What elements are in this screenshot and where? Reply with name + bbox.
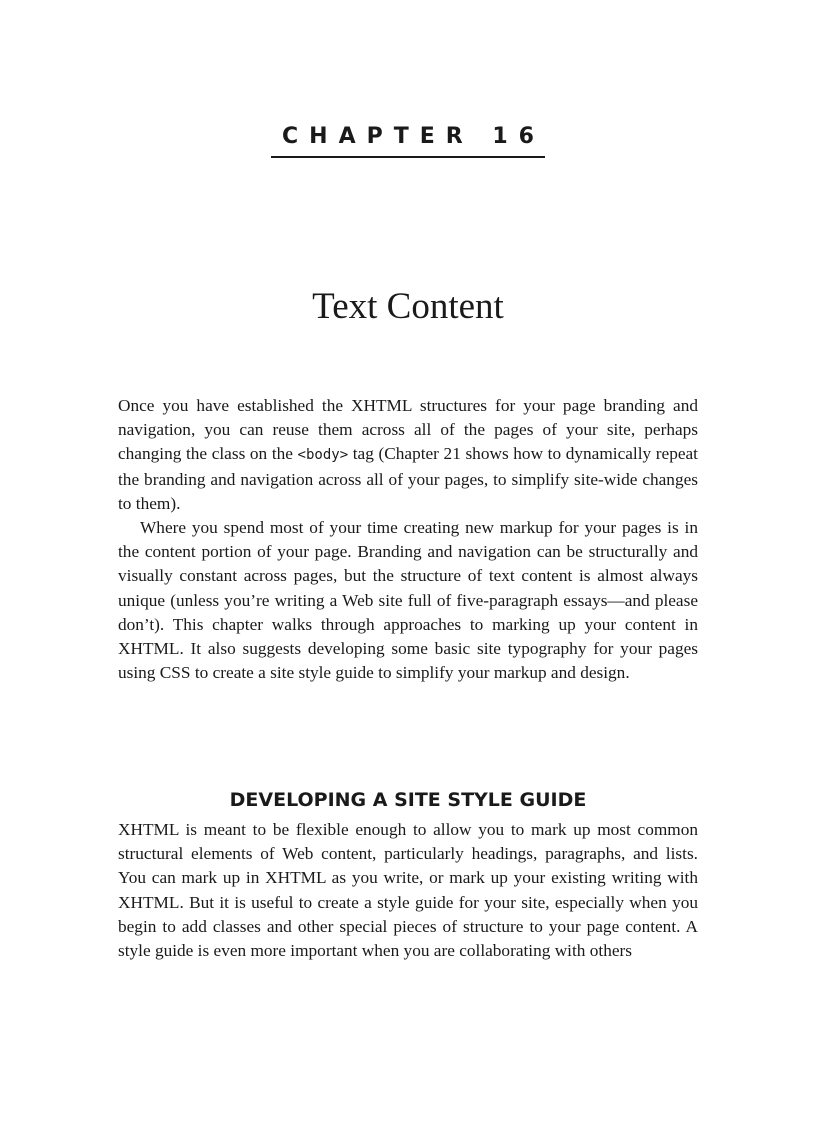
chapter-label [0, 122, 816, 158]
intro-paragraph-1-start: Once you have established the XHTML structures for your page branding and navigation, you can reuse them across all of the pages of your site, perhaps changing the class on the [118, 396, 698, 464]
section-paragraph-1: XHTML is meant to be flexible enough to allow you to mark up most common structural elements of Web content, particularly headings, paragraphs, and lists. You can mark up in XHTML as you write, or mark up your existing writing with XHTML. But it is useful to create a style guide for your site, especially when you begin to add classes and other special pieces of structure to your page content. A style guide is even more important when you are collaborating with others [118, 820, 698, 961]
chapter-title: Text Content [312, 286, 504, 327]
body-tag-code: <body> [297, 447, 349, 464]
intro-paragraph-1-end: tag (Chapter 21 shows how to dynamically repeat the branding and navigation across all of your pages, to simplify site-wide changes to them). [118, 444, 698, 513]
chapter-number-label: CHAPTER 16 [271, 122, 545, 158]
section-text [118, 818, 698, 963]
intro-paragraph-2: Where you spend most of your time creating new markup for your pages is in the content portion of your page. Branding and navigation can be structurally and visually constant across pages, but the structure of text content is almost always unique (unless you’re writing a Web site full of five-paragraph essays—and please don’t). This chapter walks through approaches to marking up your content in XHTML. It also suggests developing some basic site typography for your pages using CSS to create a site style guide to simplify your markup and design. [118, 518, 698, 683]
intro-paragraph-1 [118, 394, 698, 516]
intro-text [118, 394, 698, 685]
section-heading: DEVELOPING A SITE STYLE GUIDE [229, 789, 587, 811]
